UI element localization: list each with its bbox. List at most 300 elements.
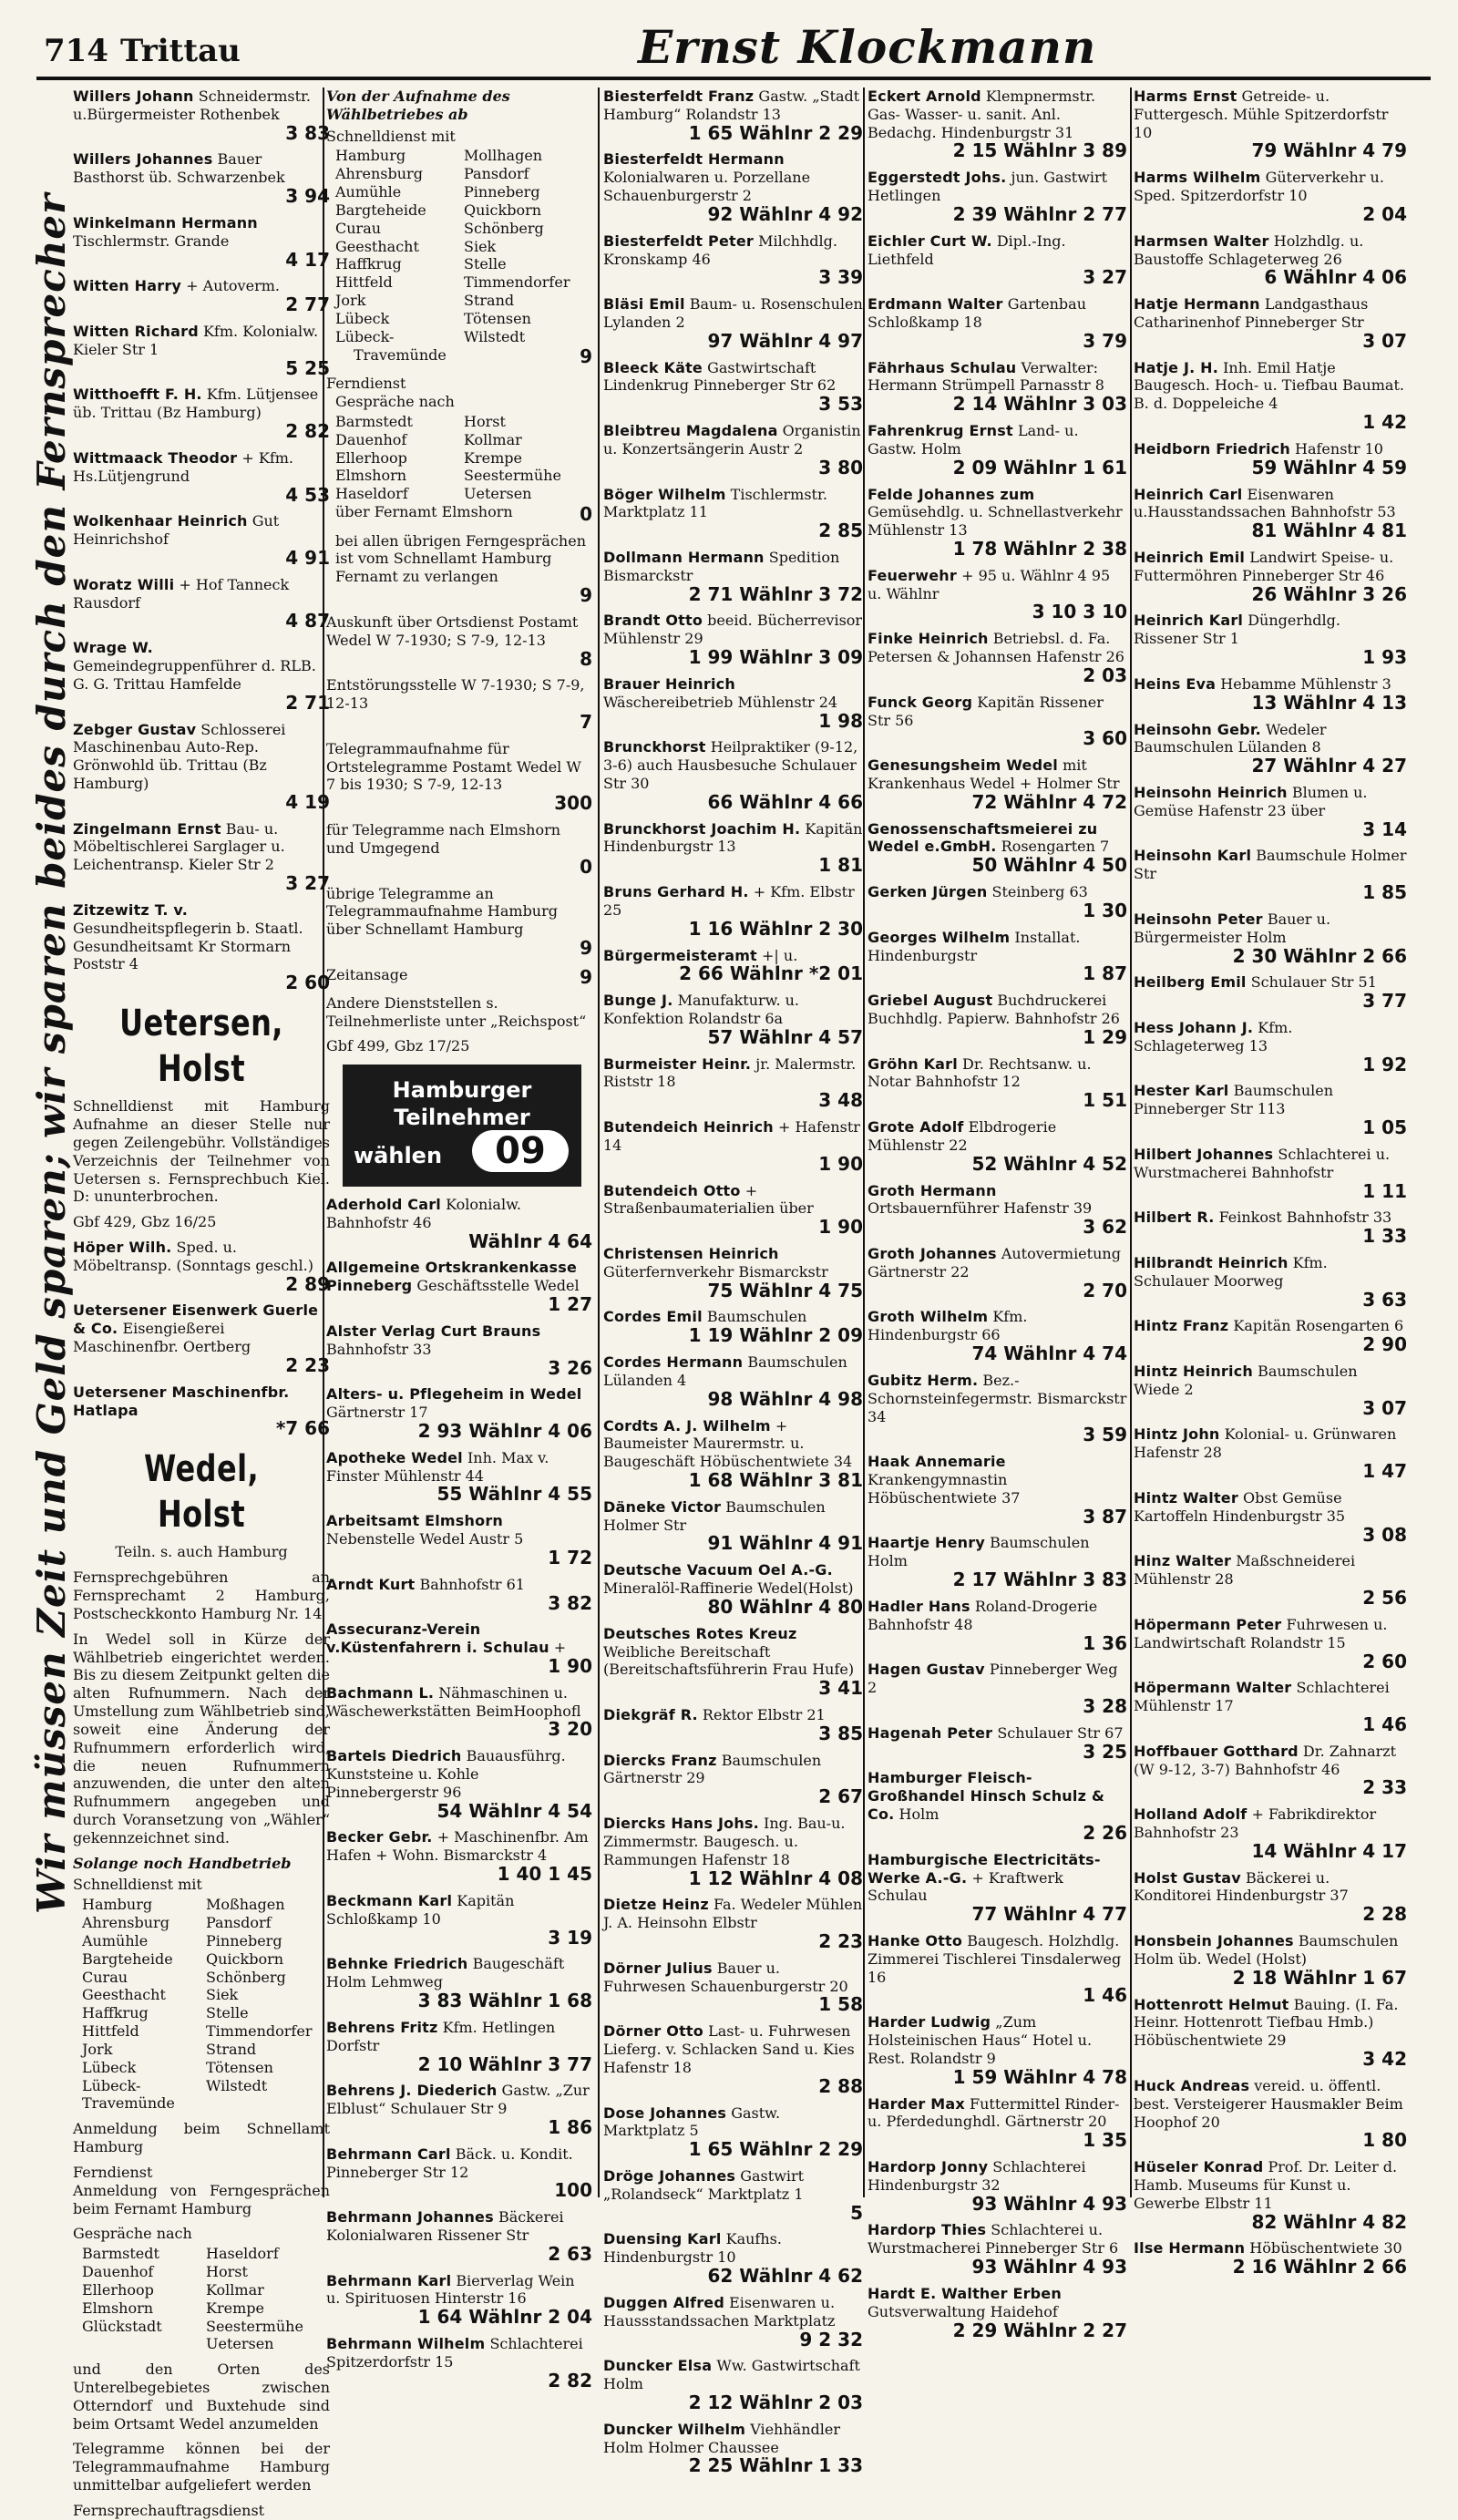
directory-entry [1134, 847, 1407, 903]
place-name: Lübeck [82, 2058, 137, 2076]
entry-name: Winkelmann Hermann [73, 213, 258, 231]
place-name: Glückstadt [82, 2317, 162, 2335]
directory-entry [868, 1661, 1127, 1717]
directory-entry [603, 2421, 863, 2477]
entry-name: Höper Wilh. [73, 1239, 172, 1257]
directory-entry [73, 323, 330, 379]
entry-desc: Mineralöl-Raffinerie Wedel(Holst) [603, 1579, 854, 1598]
place-name: Geesthacht [82, 1986, 166, 2004]
entry-name: Uetersener Eisenwerk Guerle & Co. [73, 1301, 319, 1338]
directory-entry [603, 1625, 863, 1700]
entry-number: 3 25 [1083, 1740, 1127, 1763]
list-item: übrige Telegramme an Telegrammaufnahme Hamburg über Schnellamt Hamburg 9 [326, 884, 592, 960]
directory-entry [1134, 1254, 1407, 1311]
list-item: Zeitansage 9 [326, 965, 592, 988]
place-name: Quickborn [206, 1949, 284, 1968]
entry-number: 1 59 Wählnr 4 78 [952, 2065, 1127, 2088]
entry-desc: + Kfm. Elbstr 25 [603, 883, 855, 919]
entry-desc: + Kraftwerk Schulau [868, 1868, 1063, 1905]
directory-entry [73, 214, 330, 271]
entry-number: 2 93 Wählnr 4 06 [417, 1419, 592, 1442]
entry-number: 2 77 [285, 293, 330, 316]
directory-entry [1134, 1146, 1407, 1202]
directory-entry [603, 87, 863, 144]
entry-desc: Bauer Basthorst üb. Schwarzenbek [73, 150, 285, 187]
entry-list [73, 1239, 330, 1440]
directory-entry [868, 929, 1127, 985]
entry-desc: Baugeschäft Holm Lehmweg [326, 1955, 565, 1991]
directory-entry [326, 1512, 592, 1569]
place-name: Haseldorf [206, 2245, 279, 2263]
directory-entry [73, 87, 330, 144]
entry-name: Harms Wilhelm [1134, 169, 1261, 187]
entry-desc: Schlachterei Mühlenstr 17 [1134, 1679, 1390, 1715]
entry-number: 2 04 [1362, 202, 1407, 225]
entry-list [603, 87, 863, 2477]
entry-name: Hatje Hermann [1134, 295, 1260, 314]
entry-number: 52 Wählnr 4 52 [971, 1152, 1127, 1175]
place-name: Aumühle [335, 183, 402, 201]
directory-entry [326, 1684, 592, 1741]
entry-number: 1 46 [1083, 1984, 1127, 2007]
entry-desc: Bauausführg. Kunststeine u. Kohle Pinnebergerstr 96 [326, 1747, 566, 1801]
place-name: Haffkrug [335, 255, 402, 273]
place-name: Seestermühe [464, 467, 561, 485]
place-list [335, 147, 592, 345]
entry-number: 13 Wählnr 4 13 [1251, 691, 1407, 714]
directory-entry [1134, 2077, 1407, 2152]
entry-number: 3 07 [1362, 329, 1407, 352]
entry-desc: Klempnermstr. Gas- Wasser- u. sanit. Anl. Bedachg. Hindenburgstr 31 [868, 87, 1096, 141]
entry-desc: Baumschulen Holmer Str [603, 1497, 826, 1534]
entry-number: 1 30 [1083, 899, 1127, 921]
place-name: Moßhagen [206, 1896, 285, 1914]
directory-entry [868, 2095, 1127, 2152]
entry-desc: Kfm. Hetlingen Dorfstr [326, 2018, 556, 2054]
directory-entry [603, 1353, 863, 1410]
entry-desc: Gutsverwaltung Haidehof [868, 2302, 1058, 2320]
entry-number: 4 87 [285, 610, 330, 633]
entry-desc: Maßschneiderei Mühlenstr 28 [1134, 1552, 1356, 1589]
place-name: Krempe [206, 2299, 264, 2317]
entry-name: Burmeister Heinr. [603, 1054, 752, 1073]
entry-name: Hoffbauer Gotthard [1134, 1742, 1299, 1760]
entry-name: Hardt E. Walther Erben [868, 2284, 1062, 2302]
entry-name: Cordts A. J. Wilhelm [603, 1416, 771, 1435]
place-name: Haffkrug [82, 2004, 149, 2022]
entry-name: Assecuranz-Verein v.Küstenfahrern i. Schulau [326, 1620, 549, 1657]
directory-entry [603, 2294, 863, 2350]
entry-number: 3 60 [1083, 727, 1127, 750]
header-rule [36, 77, 1431, 80]
place-name: Curau [82, 1968, 128, 1986]
entry-desc: Tischlermstr. Grande [73, 231, 230, 250]
entry-name: Bürgermeisteramt [603, 946, 757, 964]
entry-name: Heidborn Friedrich [1134, 439, 1290, 458]
directory-entry [1134, 1932, 1407, 1989]
town-heading: Trittau [120, 33, 241, 69]
gesp-label: Gespräche nach [73, 2225, 192, 2243]
place-name: Ellerhoop [82, 2280, 154, 2299]
entry-number: 2 63 [548, 2242, 592, 2265]
directory-entry [73, 1239, 330, 1295]
entry-number: 2 71 Wählnr 3 72 [688, 582, 863, 605]
place-name: Strand [464, 292, 515, 310]
entry-number: 1 81 [818, 854, 863, 877]
entry-desc: Dr. Zahnarzt (W 9-12, 3-7) Bahnhofstr 46 [1134, 1742, 1397, 1778]
place-name: Siek [206, 1986, 239, 2004]
entry-number: 50 Wählnr 4 50 [971, 854, 1127, 877]
entry-name: Diercks Hans Johs. [603, 1815, 759, 1833]
entry-number: 3 63 [1362, 1288, 1407, 1311]
entry-number: 3 27 [285, 872, 330, 895]
entry-desc: Schneidermstr. u.Bürgermeister Rothenbek [73, 87, 312, 123]
entry-desc: Kapitän Rosengarten 6 [1233, 1317, 1404, 1335]
entry-number: 57 Wählnr 4 57 [707, 1025, 863, 1048]
directory-entry [326, 1576, 592, 1615]
entry-desc: Bau- u. Möbeltischlerei Sarglager u. Leichentransp. Kieler Str 2 [73, 819, 285, 874]
entry-name: Dollmann Hermann [603, 549, 765, 566]
directory-entry [868, 1724, 1127, 1764]
entry-desc: Schlachterei Hindenburgstr 32 [868, 2158, 1086, 2194]
entry-desc: Gemüsehdlg. u. Schnellastverkehr Mühlenstr 13 [868, 503, 1123, 540]
entry-name: Dörner Julius [603, 1959, 713, 1977]
entry-number: 2 09 Wählnr 1 61 [952, 456, 1127, 478]
entry-number: 1 35 [1083, 2129, 1127, 2152]
place-name: Kollmar [464, 430, 522, 448]
entry-number: 72 Wählnr 4 72 [971, 790, 1127, 813]
directory-entry [603, 1498, 863, 1555]
entry-number: 3 41 [818, 1677, 863, 1700]
entry-name: Eichler Curt W. [868, 231, 992, 250]
entry-desc: Höbüschentwiete 30 [1249, 2239, 1402, 2258]
entry-desc: Kfm. Schlageterweg 13 [1134, 1018, 1293, 1054]
entry-number: 4 19 [285, 790, 330, 813]
advert-line: Hamburger [392, 1076, 532, 1103]
entry-number: 3 26 [548, 1356, 592, 1379]
directory-entry [868, 2013, 1127, 2088]
place-name [82, 2335, 206, 2353]
directory-entry [326, 1892, 592, 1949]
entry-number: 3 59 [1083, 1424, 1127, 1446]
entry-desc: Tischlermstr. Marktplatz 11 [603, 485, 827, 521]
entry-number: 1 33 [1362, 1225, 1407, 1248]
list-item: Telegrammaufnahme für Ortstelegramme Postamt Wedel W 7 bis 1930; S 7-9, 12-13 300 [326, 739, 592, 815]
list-item: Entstörungsstelle W 7-1930; S 7-9, 12-13 7 [326, 676, 592, 734]
entry-number: 1 19 Wählnr 2 09 [688, 1324, 863, 1347]
entry-number: 3 10 3 10 [1032, 601, 1127, 623]
ferndienst-label: Ferndienst [326, 375, 406, 393]
entry-desc: Baumschule Holmer Str [1134, 847, 1407, 883]
place-name: Bargteheide [335, 201, 426, 219]
place-name: Hamburg [335, 147, 406, 165]
directory-entry [868, 295, 1127, 352]
entry-desc: jr. Malermstr. Riststr 18 [603, 1054, 857, 1091]
anmeldung-line: Anmeldung beim Schnellamt Hamburg [73, 2120, 330, 2156]
directory-entry [603, 1055, 863, 1112]
entry-name: Heinrich Karl [1134, 612, 1244, 630]
entry-desc: Bez.-Schornsteinfegermstr. Bismarckstr 34 [868, 1371, 1127, 1425]
directory-entry [326, 2335, 592, 2391]
entry-name: Hüseler Konrad [1134, 2158, 1264, 2176]
place-name: Wilstedt [206, 2076, 268, 2094]
directory-entry [603, 2167, 863, 2224]
entry-number: 91 Wählnr 4 91 [707, 1532, 863, 1555]
entry-name: Butendeich Heinrich [603, 1118, 774, 1137]
entry-desc: + Maschinenfbr. Am Hafen + Wohn. Bismarckstr 4 [326, 1828, 589, 1865]
place-name: Strand [206, 2040, 257, 2058]
entry-desc: Sped. u. Möbeltransp. (Sonntags geschl.) [73, 1239, 313, 1274]
place-name: Wilstedt [464, 327, 526, 345]
entry-number: 77 Wählnr 4 77 [971, 1903, 1127, 1926]
entry-name: Behnke Friedrich [326, 1955, 468, 1973]
entry-desc: Bahnhofstr 33 [326, 1340, 432, 1358]
entry-number: 3 39 [818, 266, 863, 289]
entry-desc: Nähmaschinen u. Wäschewerkstätten BeimHoophofl [326, 1683, 581, 1720]
directory-entry [1134, 169, 1407, 225]
place-name: Lübeck- [82, 2076, 141, 2094]
directory-entry [73, 639, 330, 714]
entry-number: 97 Wählnr 4 97 [707, 329, 863, 352]
entry-number: 55 Wählnr 4 55 [436, 1483, 592, 1506]
directory-entry [868, 422, 1127, 478]
directory-entry [603, 1896, 863, 1952]
place-name: Haseldorf [335, 485, 408, 503]
directory-entry [1134, 675, 1407, 715]
directory-entry [326, 1322, 592, 1379]
entry-name: Brandt Otto [603, 612, 703, 630]
directory-entry [603, 1245, 863, 1301]
column-5 [1134, 87, 1407, 2278]
entry-name: Brauer Heinrich [603, 674, 735, 693]
entry-desc: + Straßenbaumaterialien über [603, 1181, 814, 1218]
directory-entry [1134, 1743, 1407, 1799]
entry-name: Heinrich Carl [1134, 485, 1243, 503]
entry-desc: Milchhdlg. Kronskamp 46 [603, 231, 837, 268]
entry-number: 2 14 Wählnr 3 03 [952, 393, 1127, 416]
entry-name: Heinsohn Heinrich [1134, 783, 1288, 801]
entry-name: Cordes Emil [603, 1308, 703, 1326]
entry-name: Cordes Hermann [603, 1353, 744, 1372]
entry-desc: Gut Heinrichshof [73, 512, 280, 549]
entry-desc: Kfm. Lütjensee üb. Trittau (Bz Hamburg) [73, 386, 319, 422]
entry-desc: + Hafenstr 14 [603, 1118, 860, 1154]
place-name: Ahrensburg [335, 165, 423, 183]
entry-desc: Ortsbauernführer Hafenstr 39 [868, 1199, 1093, 1218]
entry-number: 3 82 [548, 1591, 592, 1614]
entry-name: Fährhaus Schulau [868, 358, 1017, 376]
entry-number: *7 66 [275, 1417, 330, 1440]
entry-name: Holland Adolf [1134, 1805, 1248, 1824]
column-divider [598, 87, 600, 2197]
entry-number: 1 86 [548, 2115, 592, 2138]
entry-name: Genesungsheim Wedel [868, 756, 1058, 775]
entry-number: 3 77 [1362, 990, 1407, 1013]
place-name: Aumühle [82, 1931, 149, 1949]
entry-desc: + Hof Tanneck Rausdorf [73, 575, 290, 612]
entry-number: 27 Wählnr 4 27 [1251, 755, 1407, 777]
entry-number: 2 85 [818, 519, 863, 542]
place-name: Pinneberg [206, 1931, 282, 1949]
entry-number: 1 92 [1362, 1053, 1407, 1075]
directory-entry [868, 2221, 1127, 2278]
entry-number: 3 80 [818, 456, 863, 478]
place-name: Barmstedt [82, 2245, 159, 2263]
entry-number: 1 78 Wählnr 2 38 [952, 538, 1127, 561]
directory-entry [1134, 1679, 1407, 1735]
directory-entry [603, 486, 863, 542]
entry-desc: Dipl.-Ing. Liethfeld [868, 231, 1066, 268]
directory-entry [1134, 612, 1407, 668]
entry-name: Eggerstedt Johs. [868, 169, 1007, 187]
directory-entry [73, 1383, 330, 1440]
directory-entry [326, 2145, 592, 2202]
place-name: Geesthacht [335, 237, 419, 255]
entry-number: 14 Wählnr 4 17 [1251, 1839, 1407, 1862]
directory-entry [868, 1851, 1127, 1926]
place-name: Schönberg [464, 219, 544, 237]
entry-name: Wittmaack Theodor [73, 448, 238, 467]
brand-logo: Ernst Klockmann [638, 20, 1097, 74]
list-item: für Telegramme nach Elmshorn und Umgegend 0 [326, 821, 592, 878]
entry-name: Willers Johann [73, 87, 194, 105]
directory-entry [868, 87, 1127, 162]
entry-name: Dröge Johannes [603, 2166, 736, 2185]
entry-number: 1 16 Wählnr 2 30 [688, 917, 863, 940]
entry-number: 2 60 [1362, 1650, 1407, 1672]
directory-entry [868, 1118, 1127, 1175]
entry-desc: Kfm. Hindenburgstr 66 [868, 1308, 1028, 1344]
directory-entry [603, 612, 863, 668]
entry-name: Deutsches Rotes Kreuz [603, 1624, 797, 1642]
entry-name: Uetersener Maschinenfbr. Hatlapa [73, 1383, 290, 1419]
entry-desc: Holm [898, 1805, 939, 1824]
entry-number: 2 88 [818, 2074, 863, 2097]
entry-number: 3 07 [1362, 1396, 1407, 1419]
entry-number: 6 Wählnr 4 06 [1264, 266, 1407, 289]
entry-name: Heins Eva [1134, 674, 1217, 693]
entry-desc: Düngerhdlg. Rissener Str 1 [1134, 612, 1340, 648]
place-name: Jork [335, 292, 366, 310]
directory-entry [1134, 1363, 1407, 1419]
entry-desc: Blumen u. Gemüse Hafenstr 23 über [1134, 783, 1368, 819]
entry-name: Holst Gustav [1134, 1868, 1241, 1887]
entry-desc: Baugesch. Holzhdlg. Zimmerei Tischlerei Tinsdalerweg 16 [868, 1932, 1122, 1986]
entry-desc: Bahnhofstr 61 [419, 1575, 525, 1593]
entry-desc: Baumschulen Gärtnerstr 29 [603, 1751, 822, 1787]
place-name: Pinneberg [464, 183, 540, 201]
entry-name: Harmsen Walter [1134, 231, 1269, 250]
entry-desc: Dr. Rechtsanw. u. Notar Bahnhofstr 12 [868, 1054, 1092, 1091]
entry-desc: + Fabrikdirektor Bahnhofstr 23 [1134, 1805, 1377, 1842]
entry-number: 1 11 [1362, 1179, 1407, 1202]
entry-number: 92 Wählnr 4 92 [707, 202, 863, 225]
directory-entry [1134, 359, 1407, 434]
entry-name: Bläsi Emil [603, 295, 685, 314]
entry-desc: Gärtnerstr 17 [326, 1404, 428, 1422]
directory-entry [603, 1815, 863, 1889]
entry-desc: Bauer u. Fuhrwesen Schauenburgerstr 20 [603, 1959, 848, 1995]
entry-desc: Inh. Max v. Finster Mühlenstr 44 [326, 1448, 549, 1485]
entry-name: Dörner Otto [603, 2022, 703, 2041]
entry-name: Behrmann Karl [326, 2271, 452, 2289]
directory-entry [326, 2272, 592, 2329]
entry-desc: Schlosserei Maschinenbau Auto-Rep. Grönwohld üb. Trittau (Bz Hamburg) [73, 720, 286, 793]
entry-desc: Holzhdlg. u. Baustoffe Schlageterweg 26 [1134, 231, 1364, 268]
directory-entry [603, 1182, 863, 1239]
directory-entry [868, 694, 1127, 750]
entry-name: Zebger Gustav [73, 720, 197, 738]
directory-entry [73, 576, 330, 633]
entry-desc: Baumschulen Wiede 2 [1134, 1363, 1358, 1398]
entry-desc: Baumschulen Lülanden 4 [603, 1353, 847, 1389]
entry-name: Behrmann Wilhelm [326, 2335, 486, 2353]
entry-number: 62 Wählnr 4 62 [707, 2265, 863, 2288]
entry-desc: Gastwirt „Rolandseck“ Marktplatz 1 [603, 2166, 805, 2203]
entry-name: Diercks Franz [603, 1751, 717, 1769]
directory-entry [868, 2285, 1127, 2341]
entry-name: Zitzewitz T. v. [73, 900, 189, 919]
entry-name: Groth Wilhelm [868, 1308, 989, 1326]
entry-number: 2 90 [1362, 1333, 1407, 1356]
entry-number: 93 Wählnr 4 93 [971, 2256, 1127, 2278]
place-name: Quickborn [464, 201, 542, 219]
ferndienst-label: Ferndienst [73, 2163, 153, 2181]
entry-name: Hintz Heinrich [1134, 1363, 1253, 1381]
entry-name: Gröhn Karl [868, 1054, 958, 1073]
entry-desc: beeid. Bücherrevisor Mühlenstr 29 [603, 612, 863, 648]
advert-box [343, 1065, 581, 1187]
directory-entry [868, 630, 1127, 686]
directory-entry [73, 721, 330, 814]
entry-number: 100 [554, 2179, 592, 2202]
entry-number: 5 25 [285, 356, 330, 379]
directory-entry [603, 1706, 863, 1745]
directory-entry [1134, 1209, 1407, 1248]
entry-name: Bachmann L. [326, 1683, 435, 1702]
entry-name: Ilse Hermann [1134, 2239, 1246, 2258]
entry-desc: Eisenwaren u.Hausstandssachen Bahnhofstr 53 [1134, 485, 1396, 521]
entry-number: 2 82 [285, 420, 330, 443]
entry-name: Witthoefft F. H. [73, 386, 202, 404]
directory-entry [73, 386, 330, 442]
entry-desc: Installat. Hindenburgstr [868, 928, 1081, 964]
entry-name: Hamburger Fleisch-Großhandel Hinsch Schulz & Co. [868, 1769, 1105, 1824]
directory-entry [1134, 1869, 1407, 1926]
entry-number: 4 91 [285, 547, 330, 569]
section-title-uetersen: Uetersen, Holst [119, 1003, 283, 1090]
entry-desc: Schulauer Str 67 [997, 1723, 1124, 1742]
directory-entry [603, 738, 863, 813]
entry-number: 3 83 [285, 121, 330, 144]
directory-entry [1134, 1616, 1407, 1672]
entry-desc: Gastw. „Stadt Hamburg“ Rolandstr 13 [603, 87, 860, 123]
entry-name: Duncker Wilhelm [603, 2420, 746, 2438]
entry-number: 2 71 [285, 691, 330, 714]
directory-entry [603, 820, 863, 877]
entry-number: 1 40 1 45 [497, 1863, 592, 1886]
directory-entry [326, 1449, 592, 1506]
entry-name: Behrmann Carl [326, 2145, 451, 2163]
directory-entry [326, 2019, 592, 2075]
directory-entry [73, 150, 330, 207]
entry-desc: Kapitän Hindenburgstr 13 [603, 819, 863, 856]
entry-name: Hadler Hans [868, 1597, 970, 1615]
entry-number: 98 Wählnr 4 98 [707, 1387, 863, 1410]
entry-number: 2 23 [818, 1930, 863, 1952]
entry-name: Hardorp Jonny [868, 2158, 989, 2176]
entry-desc: Krankengymnastin Höbüschentwiete 37 [868, 1471, 1021, 1507]
